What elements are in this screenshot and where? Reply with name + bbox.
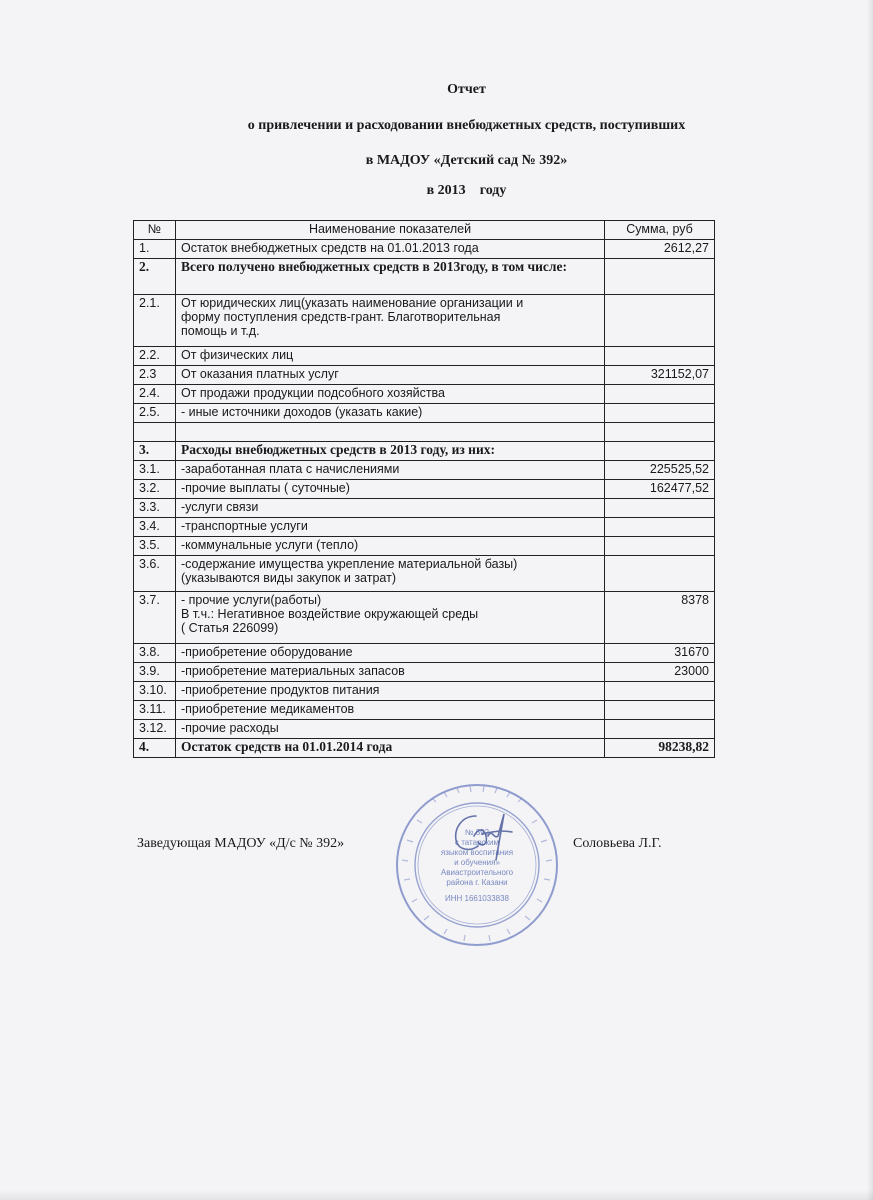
- table-header-row: [134, 221, 715, 240]
- row-number: 3.2.: [134, 480, 176, 499]
- stamp-line: Авиастроительного: [440, 868, 514, 877]
- table-row: [134, 347, 715, 366]
- row-name-line: помощь и т.д.: [180, 324, 260, 338]
- row-sum: [605, 720, 715, 739]
- row-name: -приобретение оборудование: [175, 644, 604, 663]
- row-sum: [605, 347, 715, 366]
- row-name: -приобретение продуктов питания: [175, 682, 604, 701]
- row-sum: [605, 682, 715, 701]
- row-sum: [605, 499, 715, 518]
- row-name: От физических лиц: [175, 347, 604, 366]
- row-sum: [605, 259, 715, 295]
- stamp-line: языком воспитания: [440, 848, 514, 857]
- row-sum: 8378: [605, 592, 715, 644]
- row-number: [134, 423, 176, 442]
- table-row: [134, 701, 715, 720]
- row-number: 2.: [134, 259, 176, 295]
- row-name: -коммунальные услуги (тепло): [175, 537, 604, 556]
- header-sum: Сумма, руб: [605, 221, 715, 240]
- row-name-line: От юридических лиц(указать наименование организации и: [180, 296, 524, 310]
- report-table: [133, 220, 715, 758]
- row-number: 3.4.: [134, 518, 176, 537]
- table-row: [134, 404, 715, 423]
- row-sum: [605, 701, 715, 720]
- table-row: [134, 461, 715, 480]
- row-number: 3.11.: [134, 701, 176, 720]
- table-row: [134, 240, 715, 259]
- page-edge-shadow: [867, 0, 873, 1200]
- report-title: Отчет: [447, 82, 486, 97]
- stamp-inn: ИНН 1661033838: [444, 894, 510, 903]
- row-name: Остаток средств на 01.01.2014 года: [175, 739, 604, 758]
- table-row: [134, 644, 715, 663]
- row-number: 3.7.: [134, 592, 176, 644]
- report-year-prefix: в 2013: [426, 183, 466, 198]
- row-sum: 31670: [605, 644, 715, 663]
- row-name-line: форму поступления средств-грант. Благотворительная: [180, 310, 501, 324]
- table-row: [134, 499, 715, 518]
- table-row: [134, 537, 715, 556]
- row-sum: [605, 537, 715, 556]
- row-name: Расходы внебюджетных средств в 2013 году, из них:: [175, 442, 604, 461]
- handwritten-signature-icon: [448, 806, 518, 866]
- row-sum: [605, 556, 715, 592]
- row-name: - иные источники доходов (указать какие): [175, 404, 604, 423]
- table-row: [134, 682, 715, 701]
- row-number: 3.12.: [134, 720, 176, 739]
- row-number: 3.8.: [134, 644, 176, 663]
- table-row: [134, 720, 715, 739]
- row-number: 3.9.: [134, 663, 176, 682]
- header-number: №: [134, 221, 176, 240]
- row-sum: [605, 385, 715, 404]
- table-row: [134, 556, 715, 592]
- row-name-line: (указываются виды закупок и затрат): [180, 571, 396, 585]
- row-sum: [605, 423, 715, 442]
- stamp-line: района г. Казани: [446, 878, 508, 887]
- row-sum: [605, 295, 715, 347]
- row-number: 2.3: [134, 366, 176, 385]
- signer-position: Заведующая МАДОУ «Д/с № 392»: [137, 836, 345, 851]
- report-year-suffix: году: [479, 183, 507, 198]
- row-name: -услуги связи: [175, 499, 604, 518]
- report-year: [30, 182, 873, 200]
- stamp-line: № 392: [464, 828, 490, 837]
- stamp-line: и обучения»: [454, 858, 500, 867]
- table-row: [134, 385, 715, 404]
- row-sum: 225525,52: [605, 461, 715, 480]
- row-number: 3.6.: [134, 556, 176, 592]
- row-number: 2.4.: [134, 385, 176, 404]
- row-name: [175, 295, 604, 347]
- row-name: -приобретение медикаментов: [175, 701, 604, 720]
- row-name: От оказания платных услуг: [175, 366, 604, 385]
- row-number: 3.1.: [134, 461, 176, 480]
- row-number: 2.5.: [134, 404, 176, 423]
- row-name: -прочие выплаты ( суточные): [175, 480, 604, 499]
- row-name: [175, 592, 604, 644]
- row-name-line: ( Статья 226099): [180, 621, 279, 635]
- table-row-total: [134, 739, 715, 758]
- row-sum: 2612,27: [605, 240, 715, 259]
- table-row: [134, 592, 715, 644]
- table-row: [134, 295, 715, 347]
- stamp-line: с татарским: [454, 838, 499, 847]
- table-row: [134, 366, 715, 385]
- row-sum: [605, 518, 715, 537]
- table-row: [134, 442, 715, 461]
- signer-name: Соловьева Л.Г.: [573, 836, 662, 851]
- row-number: 3.3.: [134, 499, 176, 518]
- row-name-line: - прочие услуги(работы): [180, 593, 322, 607]
- row-name: Остаток внебюджетных средств на 01.01.2013 года: [175, 240, 604, 259]
- row-number: 2.2.: [134, 347, 176, 366]
- row-sum: [605, 404, 715, 423]
- row-name: -приобретение материальных запасов: [175, 663, 604, 682]
- row-name: -прочие расходы: [175, 720, 604, 739]
- organization-name: в МАДОУ «Детский сад № 392»: [365, 153, 568, 168]
- row-number: 2.1.: [134, 295, 176, 347]
- report-subtitle: о привлечении и расходовании внебюджетных средств, поступивших: [247, 118, 686, 133]
- table-row: [134, 259, 715, 295]
- row-name: Всего получено внебюджетных средств в 2013году, в том числе:: [175, 259, 604, 295]
- row-name: [175, 556, 604, 592]
- row-number: 1.: [134, 240, 176, 259]
- row-name: -транспортные услуги: [175, 518, 604, 537]
- row-sum: 23000: [605, 663, 715, 682]
- row-name: От продажи продукции подсобного хозяйства: [175, 385, 604, 404]
- table-row: [134, 480, 715, 499]
- page-bottom-shadow: [0, 1190, 873, 1200]
- table-row: [134, 663, 715, 682]
- row-sum: [605, 442, 715, 461]
- table-row: [134, 518, 715, 537]
- row-sum: 98238,82: [605, 739, 715, 758]
- row-number: 3.5.: [134, 537, 176, 556]
- row-number: 3.10.: [134, 682, 176, 701]
- table-row-empty: [134, 423, 715, 442]
- row-number: 3.: [134, 442, 176, 461]
- header-name: Наименование показателей: [175, 221, 604, 240]
- row-name-line: -содержание имущества укрепление материальной базы): [180, 557, 518, 571]
- row-name: -заработанная плата с начислениями: [175, 461, 604, 480]
- row-number: 4.: [134, 739, 176, 758]
- row-name: [175, 423, 604, 442]
- row-name-line: В т.ч.: Негативное воздействие окружающей среды: [180, 607, 479, 621]
- row-sum: 162477,52: [605, 480, 715, 499]
- row-sum: 321152,07: [605, 366, 715, 385]
